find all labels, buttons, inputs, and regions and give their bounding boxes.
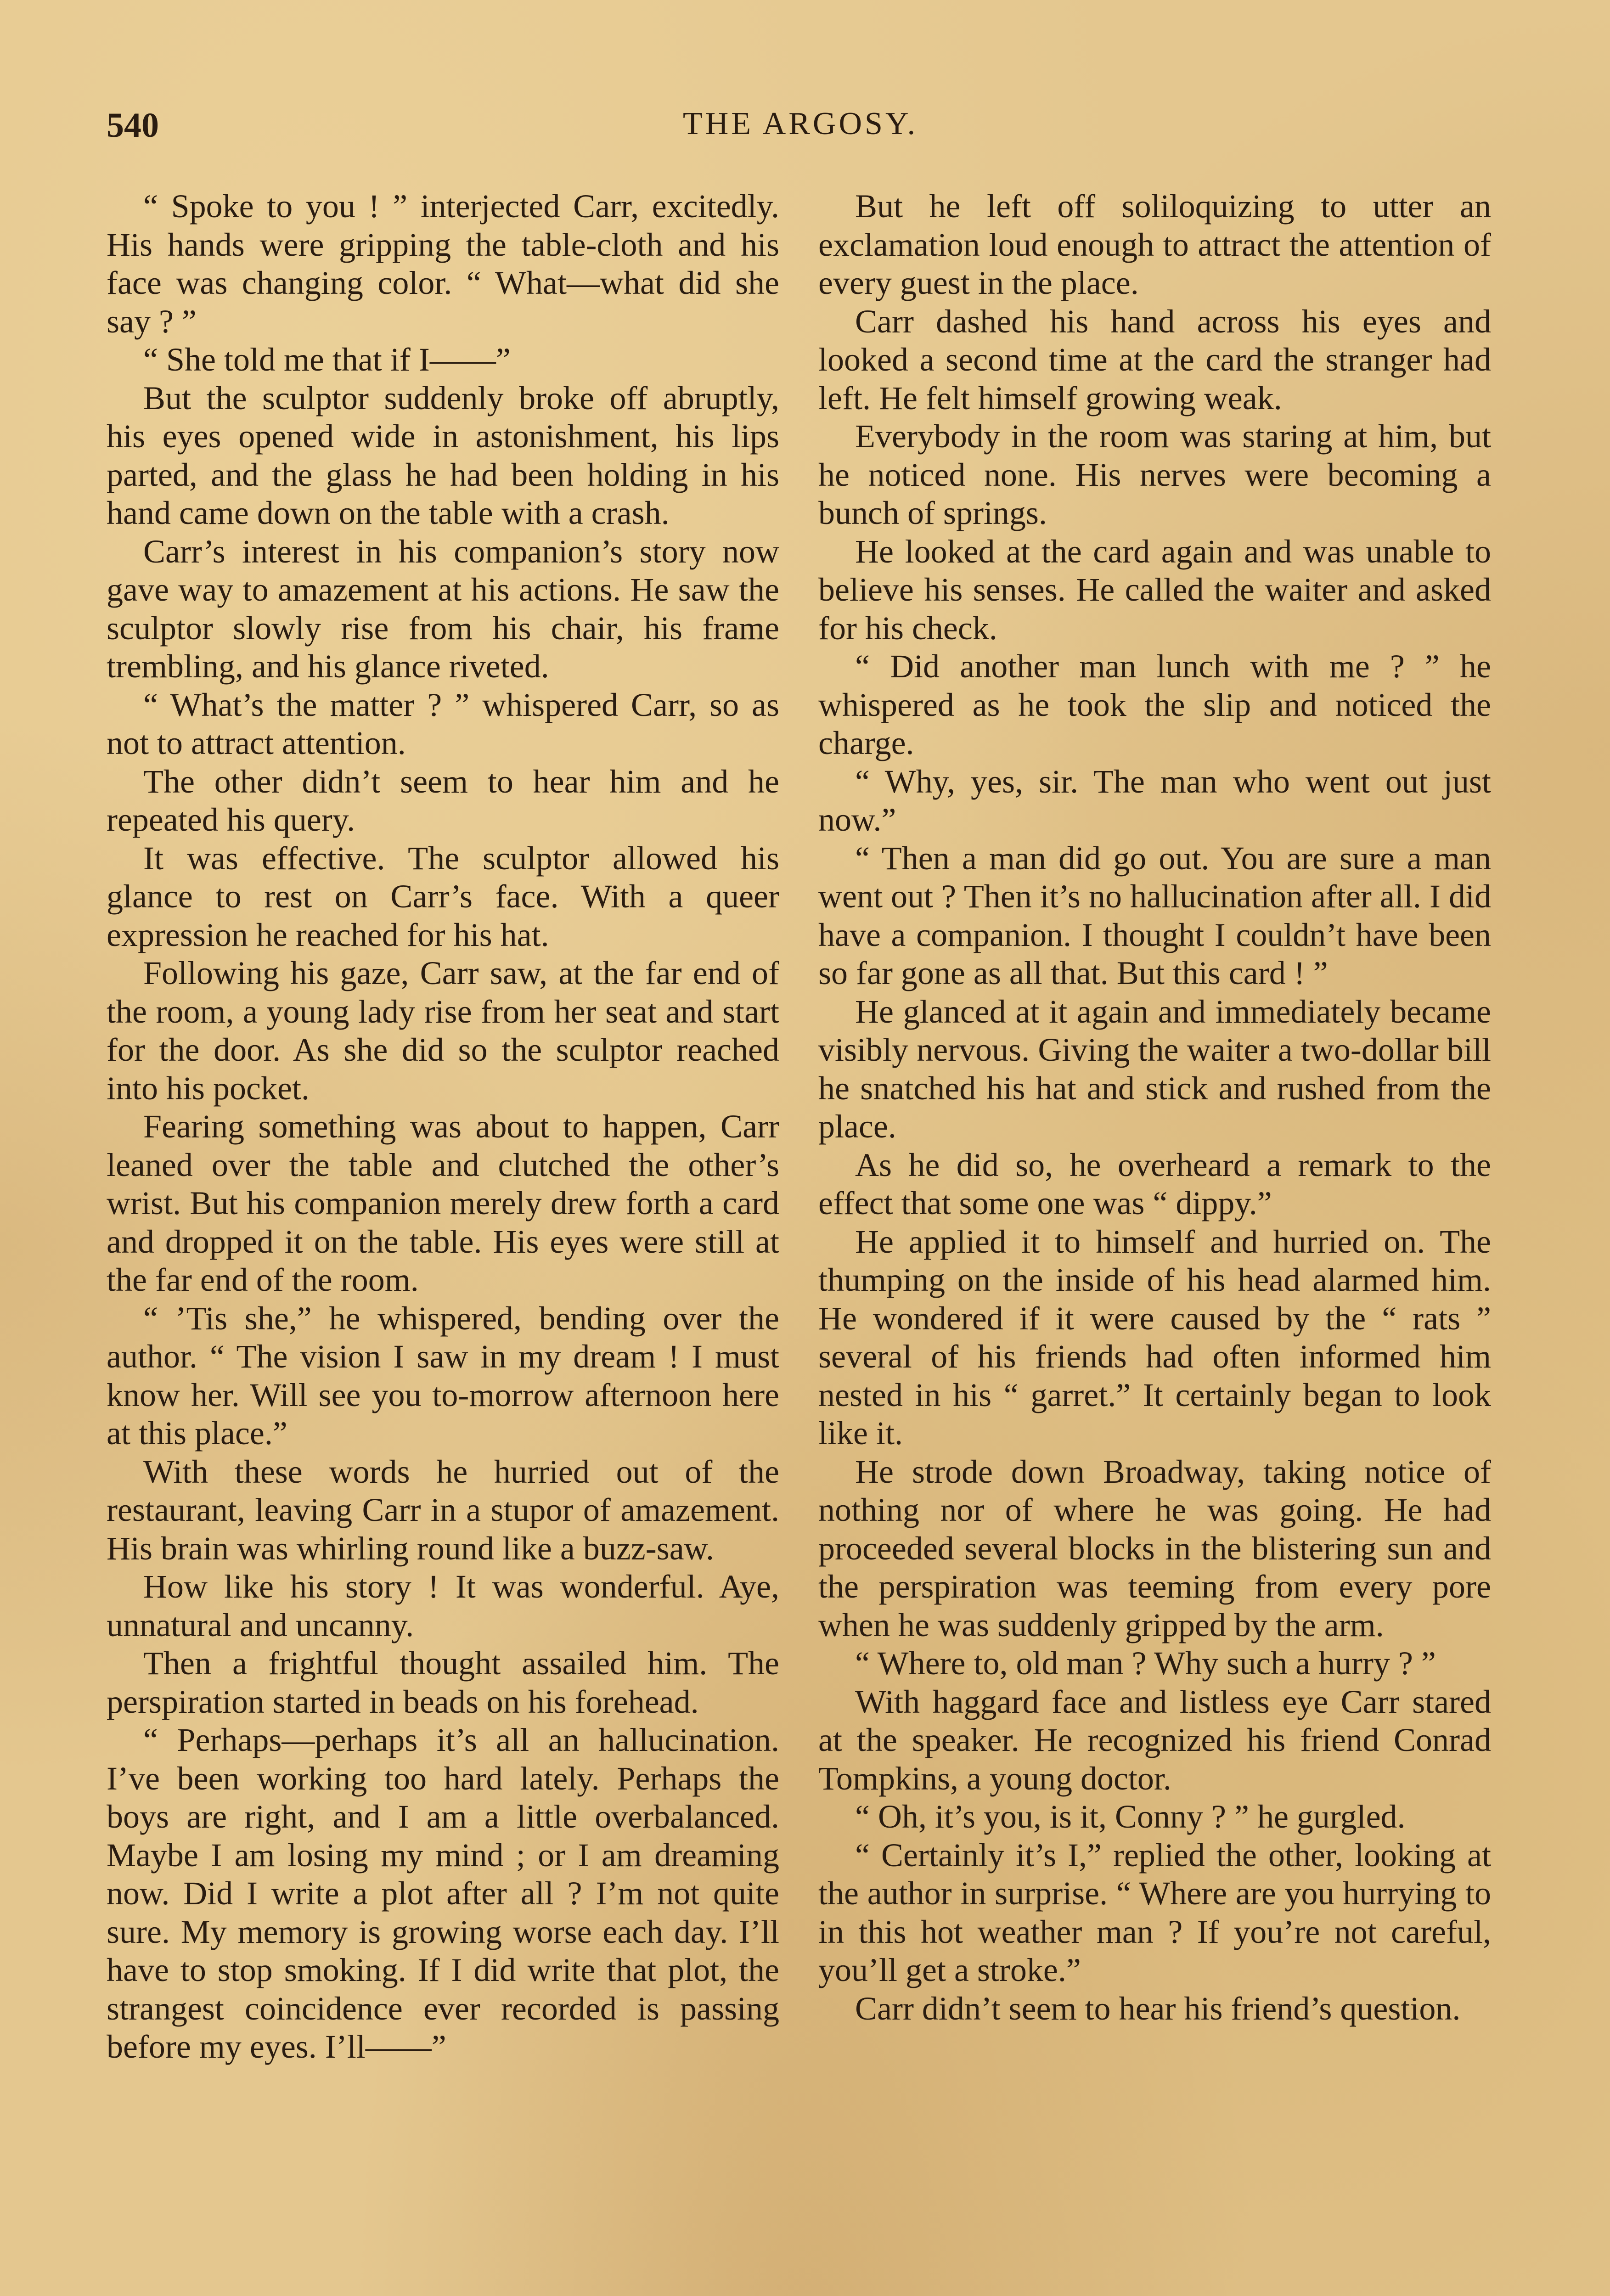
paragraph: How like his story ! It was wonderful. Aye, unnatural and uncanny.: [107, 1568, 779, 1643]
paragraph: “ Then a man did go out. You are sure a man went out ? Then it’s no hallucination after all. I did have a companion. I thought I couldn’t have been so far gone as all that. But this card ! ”: [818, 839, 1491, 991]
paragraph: “ ’Tis she,” he whispered, bending over the author. “ The vision I saw in my dream ! I must know her. Will see you to-morrow afternoon here at this place.”: [107, 1300, 779, 1452]
page-header: [107, 106, 1494, 156]
paragraph: Carr didn’t seem to hear his friend’s question.: [855, 1990, 1461, 2027]
paragraph: It was effective. The sculptor allowed his glance to rest on Carr’s face. With a queer expression he reached for his hat.: [107, 839, 779, 953]
paragraph: With haggard face and listless eye Carr stared at the speaker. He recognized his friend Conrad Tompkins, a young doctor.: [818, 1683, 1491, 1797]
paragraph: The other didn’t seem to hear him and he repeated his query.: [107, 763, 779, 838]
paragraph: Carr dashed his hand across his eyes and looked a second time at the card the stranger had left. He felt himself growing weak.: [818, 303, 1491, 416]
paragraph: “ She told me that if I——”: [143, 341, 511, 378]
right-column: [818, 187, 1491, 2028]
paragraph: As he did so, he overheard a remark to the effect that some one was “ dippy.”: [818, 1146, 1491, 1221]
paragraph: “ Perhaps—perhaps it’s all an hallucination. I’ve been working too hard lately. Perhaps the boys are right, and I am a little overbalanced. Maybe I am losing my mind ; or I am dreaming now. Did I write a plot after all ? I’m not quite sure. My memory is growing worse each day. I’ll have to stop smoking. If I did write that plot, the strangest coincidence ever recorded is passing before my eyes. I’ll——”: [107, 1722, 779, 2065]
running-head: THE ARGOSY.: [682, 106, 918, 141]
paragraph: “ Spoke to you ! ” interjected Carr, excitedly. His hands were gripping the table-cloth and his face was changing color. “ What—what did she say ? ”: [107, 188, 779, 340]
paragraph: He strode down Broadway, taking notice of nothing nor of where he was going. He had proceeded several blocks in the blistering sun and the perspiration was teeming from every pore when he was suddenly gripped by the arm.: [818, 1453, 1491, 1643]
paragraph: Following his gaze, Carr saw, at the far end of the room, a young lady rise from her seat and start for the door. As she did so the sculptor reached into his pocket.: [107, 955, 779, 1107]
paragraph: With these words he hurried out of the restaurant, leaving Carr in a stupor of amazement. His brain was whirling round like a buzz-saw.: [107, 1453, 779, 1567]
page-number: 540: [107, 106, 159, 145]
paragraph: He glanced at it again and immediately became visibly nervous. Giving the waiter a two-dollar bill he snatched his hat and stick and rushed from the place.: [818, 993, 1491, 1145]
left-column: [107, 187, 779, 2066]
paragraph: Then a frightful thought assailed him. The perspiration started in beads on his forehead.: [107, 1645, 779, 1720]
paragraph: “ Did another man lunch with me ? ” he whispered as he took the slip and noticed the charge.: [818, 648, 1491, 761]
paragraph: He applied it to himself and hurried on. The thumping on the inside of his head alarmed him. He wondered if it were caused by the “ rats ” several of his friends had often informed him nested in his “ garret.” It certainly began to look like it.: [818, 1223, 1491, 1452]
paragraph: “ Where to, old man ? Why such a hurry ? ”: [855, 1645, 1436, 1682]
paragraph: But he left off soliloquizing to utter an exclamation loud enough to attract the attention of every guest in the place.: [818, 188, 1491, 301]
paragraph: “ Certainly it’s I,” replied the other, looking at the author in surprise. “ Where are you hurrying to in this hot weather man ? If you’re not careful, you’ll get a stroke.”: [818, 1836, 1491, 1988]
paragraph: Fearing something was about to happen, Carr leaned over the table and clutched the other’s wrist. But his companion merely drew forth a card and dropped it on the table. His eyes were still at the far end of the room.: [107, 1108, 779, 1298]
paragraph: “ Oh, it’s you, is it, Conny ? ” he gurgled.: [855, 1798, 1406, 1835]
paragraph: “ What’s the matter ? ” whispered Carr, so as not to attract attention.: [107, 686, 779, 761]
paragraph: Carr’s interest in his companion’s story now gave way to amazement at his actions. He saw the sculptor slowly rise from his chair, his frame trembling, and his glance riveted.: [107, 533, 779, 685]
paragraph: But the sculptor suddenly broke off abruptly, his eyes opened wide in astonishment, his lips parted, and the glass he had been holding in his hand came down on the table with a crash.: [107, 379, 779, 531]
paragraph: He looked at the card again and was unable to believe his senses. He called the waiter and asked for his check.: [818, 533, 1491, 647]
paragraph: Everybody in the room was staring at him, but he noticed none. His nerves were becoming a bunch of springs.: [818, 418, 1491, 531]
paragraph: “ Why, yes, sir. The man who went out just now.”: [818, 763, 1491, 838]
